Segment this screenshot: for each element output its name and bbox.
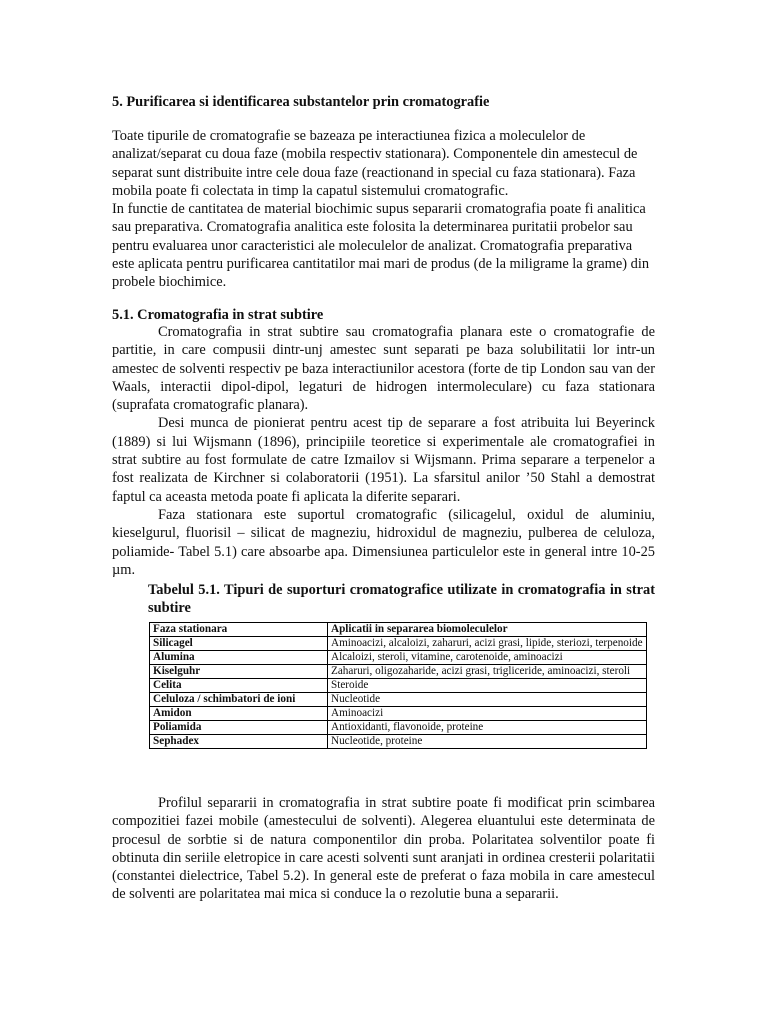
- table-row: [150, 637, 647, 651]
- table-cell-applications: Steroide: [328, 679, 647, 693]
- table-cell-applications: Aminoacizi: [328, 707, 647, 721]
- subsection-title: 5.1. Cromatografia in strat subtire: [112, 307, 324, 323]
- table-cell-phase: Silicagel: [150, 637, 328, 651]
- table-row: [150, 721, 647, 735]
- table-cell-applications: Zaharuri, oligozaharide, acizi grasi, trigliceride, aminoacizi, steroli: [328, 665, 647, 679]
- after-table-paragraph: Profilul separarii in cromatografia in strat subtire poate fi modificat prin scimbarea compozitiei fazei mobile (amestecului de solventi). Alegerea eluantului este determinata de procesul de sorbtie si de natura componentilor din proba. Polaritatea solventilor poate fi obtinuta din seriile eletropice in care acesti solventi sunt aranjati in ordinea cresterii polaritatii (constantei dielectrice, Tabel 5.2). In general este de preferat o faza mobila in care amestecul de solventi are polaritatea mai mica si conduce la o rezolutie buna a separarii.: [112, 795, 655, 903]
- subsection-paragraph-2: Desi munca de pionierat pentru acest tip de separare a fost atribuita lui Beyerinck (1889) si lui Wijsmann (1896), principiile teoretice si experimentale ale cromatografiei in strat subtire au fost formulate de catre Izmailov si Wijsmann. Prima separare a terpenelor a fost realizata de Kirchner si colaboratorii (1951). La sfarsitul anilor ’50 Stahl a demostrat faptul ca aceasta metoda poate fi aplicata la diferite separari.: [112, 415, 655, 505]
- table-header-phase: Faza stationara: [150, 623, 328, 637]
- table-header-applications: Aplicatii in separarea biomoleculelor: [328, 623, 647, 637]
- table-row: [150, 735, 647, 749]
- after-table-text: [112, 794, 655, 904]
- table-cell-applications: Antioxidanti, flavonoide, proteine: [328, 721, 647, 735]
- table-cell-phase: Alumina: [150, 651, 328, 665]
- subsection-paragraph-1: Cromatografia in strat subtire sau cromatografia planara este o cromatografie de partitie, in care compusii dintr-unj amestec sunt separati pe baza solubilitatii lor intr-un amestec de solventi respectiv pe baza interactiunilor acestora (forte de tip London sau van der Waals, interactii dipol-dipol, legaturi de hidrogen intermoleculare) cu faza stationara (suprafata cromatografic planara).: [112, 324, 655, 414]
- subsection-paragraph-3: Faza stationara este suportul cromatografic (silicagelul, oxidul de aluminiu, kieselgurul, fluorisil – silicat de magneziu, hidroxidul de magneziu, pulberea de celuloza, poliamide- Tabel 5.1) care absoarbe apa. Dimensiunea particulelor este in general intre 10-25 µm.: [112, 506, 655, 578]
- table-cell-phase: Poliamida: [150, 721, 328, 735]
- section-title: 5. Purificarea si identificarea substantelor prin cromatografie: [112, 94, 490, 110]
- table-cell-phase: Sephadex: [150, 735, 328, 749]
- table-cell-applications: Aminoacizi, alcaloizi, zaharuri, acizi grasi, lipide, steriozi, terpenoide: [328, 637, 647, 651]
- table-cell-applications: Nucleotide, proteine: [328, 735, 647, 749]
- table-row: [150, 679, 647, 693]
- table-cell-applications: Alcaloizi, steroli, vitamine, carotenoide, aminoacizi: [328, 651, 647, 665]
- table-cell-phase: Celita: [150, 679, 328, 693]
- table-row: [150, 665, 647, 679]
- table-row: [150, 707, 647, 721]
- intro-text: [112, 127, 655, 292]
- intro-paragraph-2: In functie de cantitatea de material biochimic supus separarii cromatografia poate fi analitica sau preparativa. Cromatografia analitica este folosita la determinarea puritatii probelor sau pentru evaluarea unor caracteristici ale moleculelor de analizat. Cromatografia preparativa este aplicata pentru purificarea cantitatilor mai mari de produs (de la miligrame la grame) din probele biochimice.: [112, 201, 650, 291]
- table-cell-phase: Celuloza / schimbatori de ioni: [150, 693, 328, 707]
- stationary-phase-table: [149, 622, 647, 749]
- table-caption: Tabelul 5.1. Tipuri de suporturi cromatografice utilizate in cromatografia in strat subtire: [148, 582, 655, 616]
- subsection-text: [112, 323, 655, 579]
- table-cell-phase: Amidon: [150, 707, 328, 721]
- intro-paragraph-1: Toate tipurile de cromatografie se bazeaza pe interactiunea fizica a moleculelor de analizat/separat cu doua faze (mobila respectiv stationara). Componentele din amestecul de separat sunt distribuite intre cele doua faze (reactionand in special cu faza stationara). Faza mobila poate fi colectata in timp la capatul sistemului cromatografic.: [112, 128, 638, 199]
- table-row: [150, 693, 647, 707]
- table-header-row: [150, 623, 647, 637]
- table-cell-applications: Nucleotide: [328, 693, 647, 707]
- table-cell-phase: Kiselguhr: [150, 665, 328, 679]
- table-row: [150, 651, 647, 665]
